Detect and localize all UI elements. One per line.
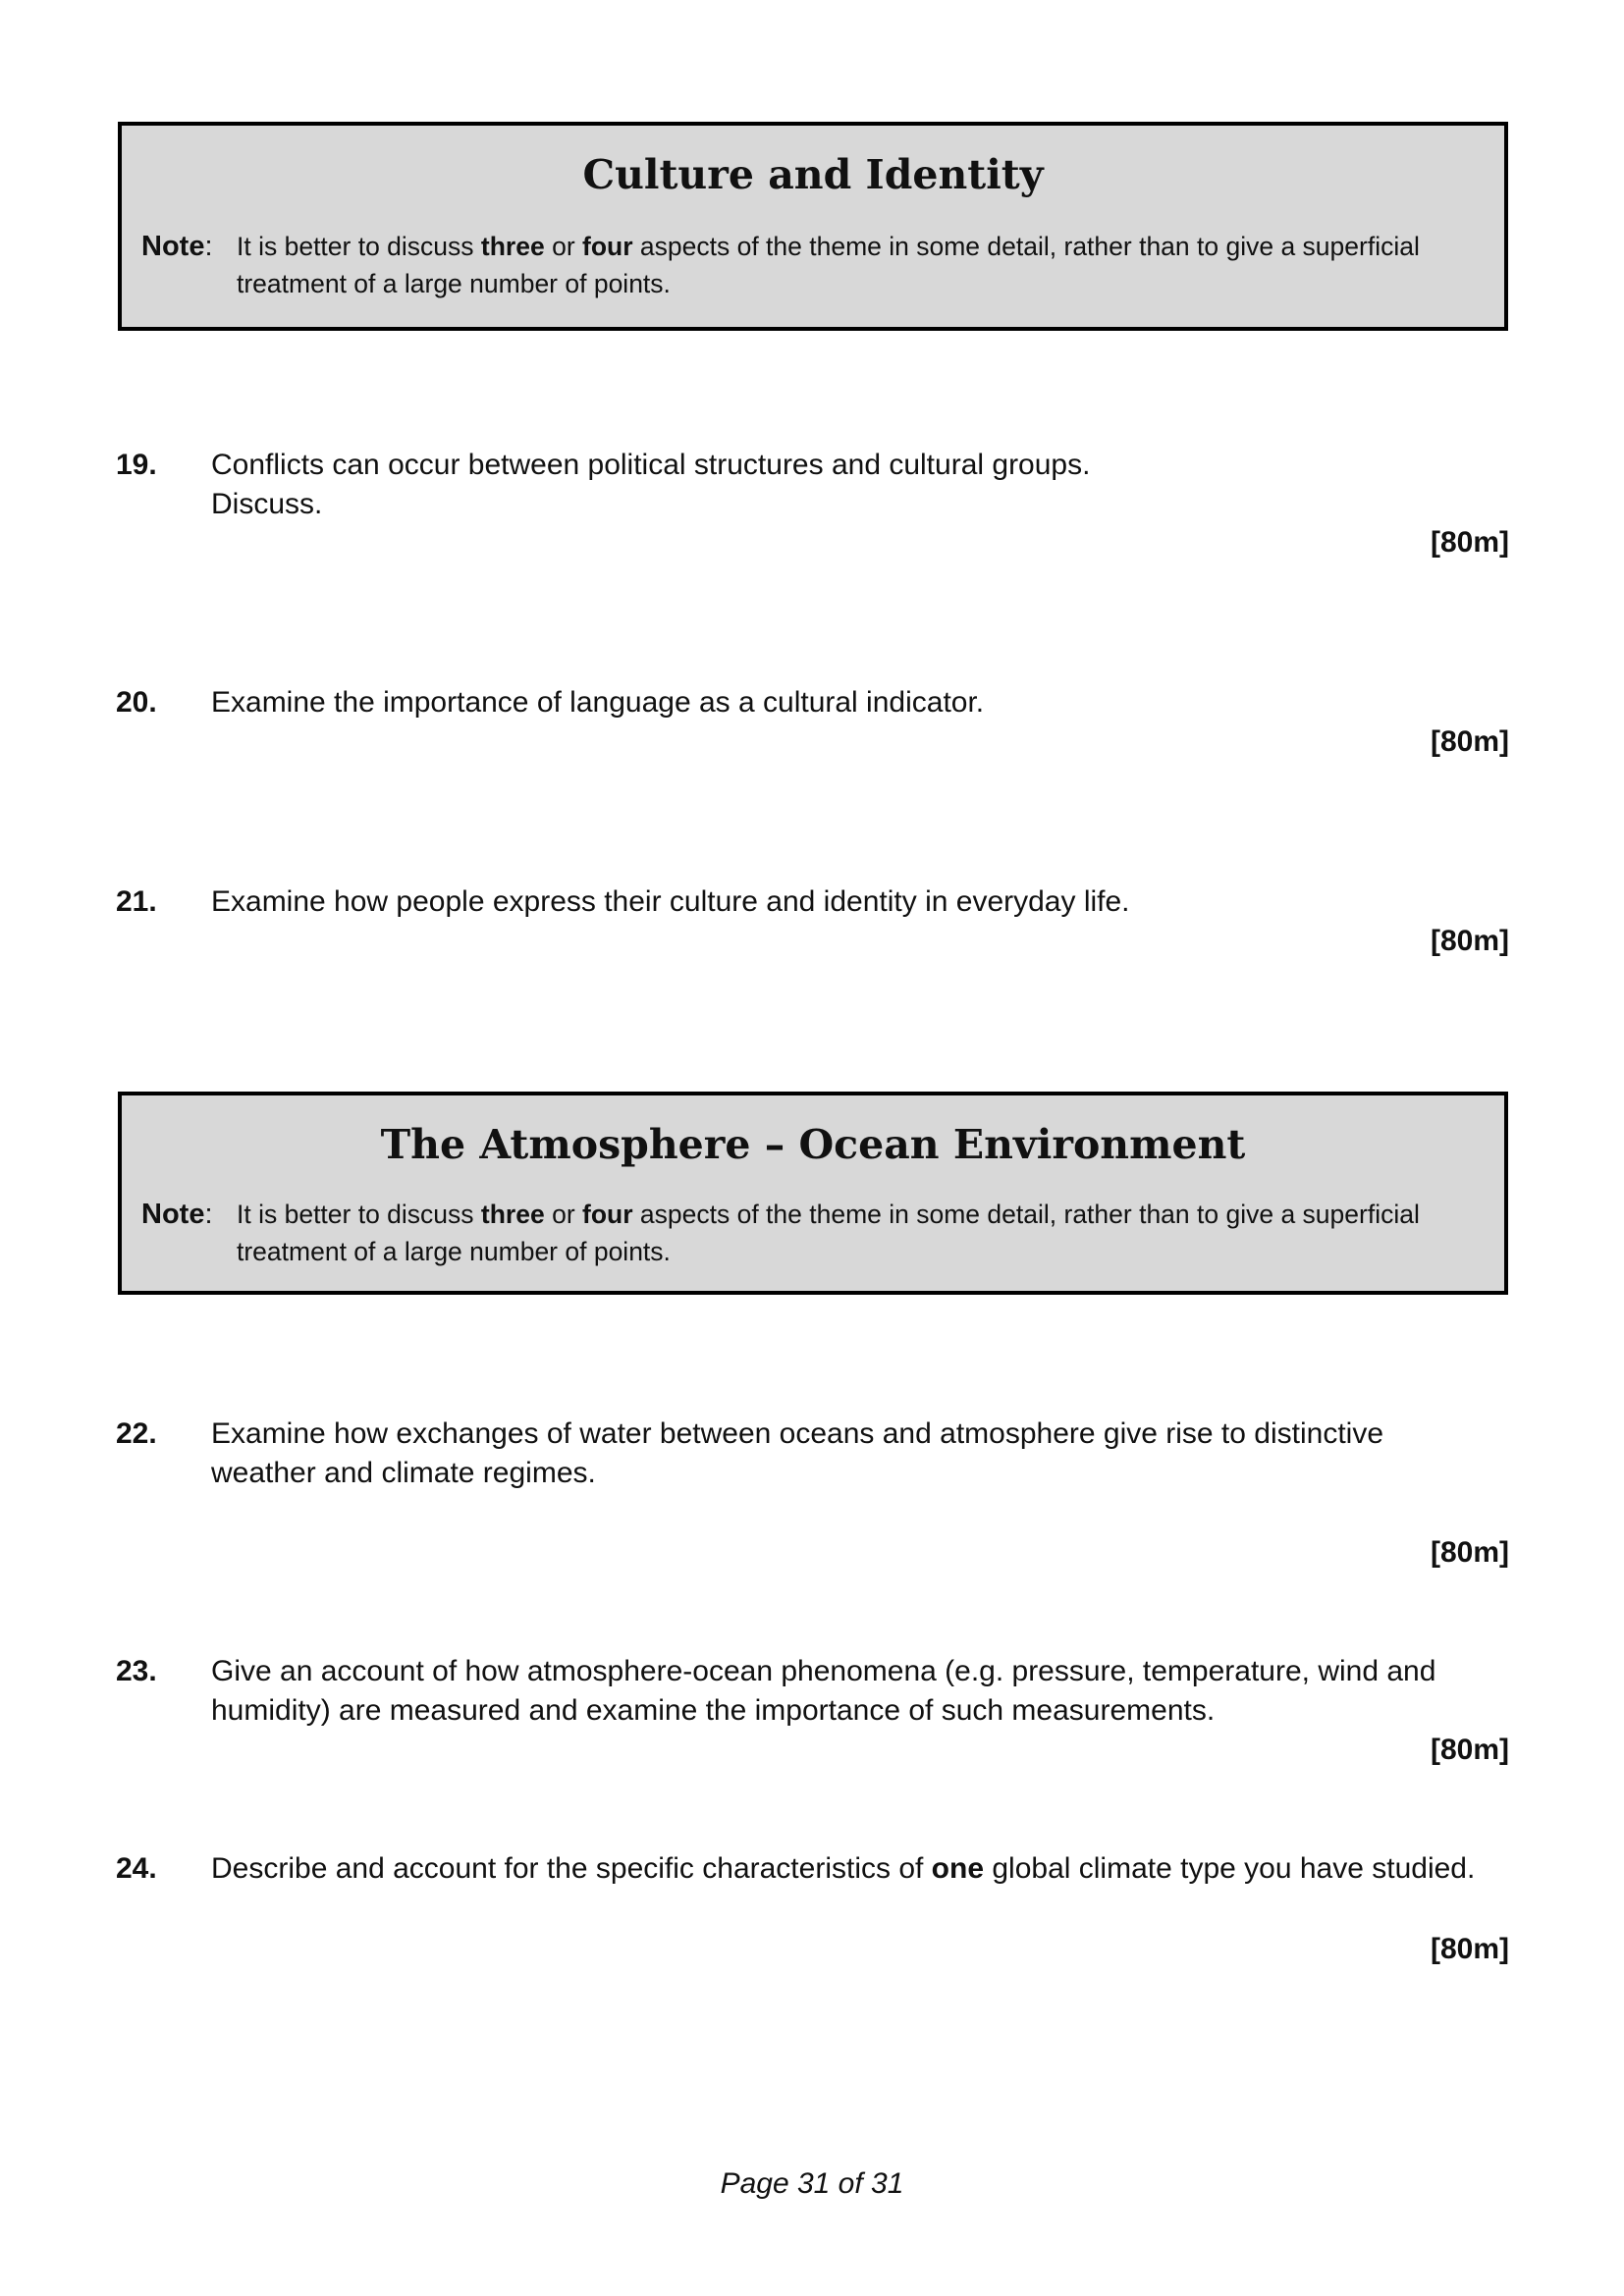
- question-19: [0, 446, 1624, 559]
- question-marks: [80m]: [1430, 1933, 1509, 1965]
- section-header-atmosphere-ocean: [118, 1092, 1508, 1295]
- page-number: Page 31 of 31: [720, 2167, 904, 2200]
- section-title: Culture and Identity: [582, 151, 1044, 198]
- question-marks: [80m]: [1430, 1734, 1509, 1766]
- question-marks: [80m]: [1430, 1536, 1509, 1569]
- question-number: 19.: [116, 449, 157, 481]
- question-24: [0, 1849, 1624, 1965]
- note-text: It is better to discuss three or four aspects of the theme in some detail, rather than to give a superficial treatment of a large number of points.: [237, 1200, 1420, 1266]
- question-text-line-1: Examine how exchanges of water between oceans and atmosphere give rise to distinctive: [211, 1417, 1384, 1450]
- note-label: Note:: [141, 1199, 213, 1230]
- question-23: [0, 1652, 1624, 1766]
- question-text: Examine the importance of language as a cultural indicator.: [211, 686, 985, 719]
- question-text-line-1: Conflicts can occur between political structures and cultural groups.: [211, 449, 1091, 481]
- question-text-line-1: Give an account of how atmosphere-ocean phenomena (e.g. pressure, temperature, wind and: [211, 1655, 1436, 1687]
- question-20: [0, 683, 1624, 758]
- note-label: Note:: [141, 231, 213, 262]
- question-number: 23.: [116, 1655, 157, 1687]
- question-text: Describe and account for the specific characteristics of one global climate type you have studied.: [211, 1852, 1476, 1885]
- section-title: The Atmosphere – Ocean Environment: [380, 1121, 1246, 1168]
- question-number: 20.: [116, 686, 157, 719]
- question-text-line-2: weather and climate regimes.: [211, 1457, 596, 1489]
- section-header-culture-identity: [118, 122, 1508, 331]
- question-marks: [80m]: [1430, 526, 1509, 559]
- question-text-line-2: Discuss.: [211, 488, 323, 520]
- question-number: 21.: [116, 885, 157, 918]
- question-marks: [80m]: [1430, 725, 1509, 758]
- question-text-line-2: humidity) are measured and examine the importance of such measurements.: [211, 1694, 1216, 1727]
- question-text: Examine how people express their culture and identity in everyday life.: [211, 885, 1130, 918]
- question-21: [0, 882, 1624, 957]
- question-number: 22.: [116, 1417, 157, 1450]
- question-marks: [80m]: [1430, 925, 1509, 957]
- note-text: It is better to discuss three or four aspects of the theme in some detail, rather than to give a superficial treatment of a large number of points.: [237, 232, 1420, 298]
- question-number: 24.: [116, 1852, 157, 1885]
